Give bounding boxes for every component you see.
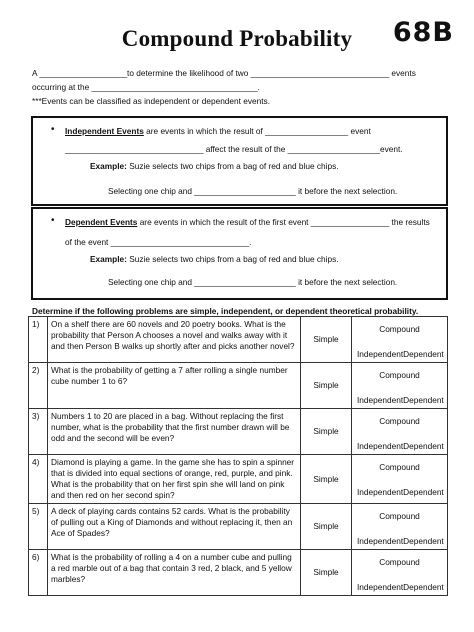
compound-option[interactable]: Compound <box>379 511 420 521</box>
independent-option[interactable]: Independent <box>357 536 404 546</box>
bullet-icon: • <box>51 124 55 135</box>
compound-options <box>352 550 448 596</box>
dependent-option[interactable]: Dependent <box>403 441 444 451</box>
dependent-option[interactable]: Dependent <box>403 536 444 546</box>
compound-options <box>352 363 448 409</box>
problem-text: Numbers 1 to 20 are placed in a bag. Without replacing the first number, what is the probability that the first number drawn will be odd and the second will be even? <box>48 409 301 455</box>
dependent-option[interactable]: Dependent <box>403 582 444 592</box>
independent-option[interactable]: Independent <box>357 395 404 405</box>
compound-option[interactable]: Compound <box>379 324 420 334</box>
problem-number: 2) <box>29 363 48 409</box>
dependent-option[interactable]: Dependent <box>403 487 444 497</box>
compound-option[interactable]: Compound <box>379 370 420 380</box>
example-text: Suzie selects two chips from a bag of red and blue chips. <box>126 161 339 171</box>
problem-text: A deck of playing cards contains 52 cards. What is the probability of pulling out a King of Diamonds and without replacing it, then an Ace of Spades? <box>48 504 301 550</box>
simple-option[interactable]: Simple <box>301 409 352 455</box>
dependent-definition-line-2: of the event ______________________________. <box>65 237 252 247</box>
independent-option[interactable]: Independent <box>357 582 404 592</box>
independent-definition-line-2: ______________________________ affect the result of the ____________________event. <box>65 144 403 154</box>
problem-number: 6) <box>29 550 48 596</box>
table-row <box>29 504 448 550</box>
table-heading: Determine if the following problems are simple, independent, or dependent theoretical probability. <box>32 306 419 316</box>
problem-text: Diamond is playing a game. In the game she has to spin a spinner that is divided into equal sections of orange, red, purple, and pink. What is the probability that on her first spin she will land on pink and then red on her second spin? <box>48 455 301 504</box>
dependent-definition-line-1 <box>65 217 430 227</box>
example-text: Suzie selects two chips from a bag of red and blue chips. <box>126 254 339 264</box>
intro-line-3: ***Events can be classified as independent or dependent events. <box>32 96 271 106</box>
table-row <box>29 455 448 504</box>
dependent-definition-text: are events in which the result of the first event _________________ the results <box>137 217 430 227</box>
problem-number: 1) <box>29 317 48 363</box>
table-row <box>29 409 448 455</box>
simple-option[interactable]: Simple <box>301 504 352 550</box>
dependent-events-box <box>31 207 448 300</box>
compound-options <box>352 504 448 550</box>
page-title: Compound Probability <box>121 26 353 51</box>
compound-options <box>352 409 448 455</box>
compound-options <box>352 455 448 504</box>
independent-definition-line-1 <box>65 126 371 136</box>
dependent-option[interactable]: Dependent <box>403 395 444 405</box>
problem-number: 3) <box>29 409 48 455</box>
independent-option[interactable]: Independent <box>357 487 404 497</box>
problems-table <box>28 316 448 596</box>
intro-line-2: occurring at the ____________________________________. <box>32 82 260 92</box>
problem-number: 4) <box>29 455 48 504</box>
table-row <box>29 550 448 596</box>
independent-option[interactable]: Independent <box>357 441 404 451</box>
independent-selection-line: Selecting one chip and ______________________ it before the next selection. <box>108 186 398 196</box>
dependent-term: Dependent Events <box>65 217 138 227</box>
table-row <box>29 363 448 409</box>
independent-example <box>90 161 339 171</box>
simple-option[interactable]: Simple <box>301 455 352 504</box>
example-label: Example: <box>90 161 127 171</box>
compound-option[interactable]: Compound <box>379 416 420 426</box>
problem-number: 5) <box>29 504 48 550</box>
independent-events-box <box>31 116 448 206</box>
independent-term: Independent Events <box>65 126 144 136</box>
simple-option[interactable]: Simple <box>301 317 352 363</box>
simple-option[interactable]: Simple <box>301 363 352 409</box>
compound-options <box>352 317 448 363</box>
independent-definition-text: are events in which the result of __________________ event <box>143 126 371 136</box>
problem-text: What is the probability of rolling a 4 on a number cube and pulling a red marble out of a bag that contain 3 red, 2 black, and 5 yellow marbles? <box>48 550 301 596</box>
table-row <box>29 317 448 363</box>
simple-option[interactable]: Simple <box>301 550 352 596</box>
dependent-example <box>90 254 339 264</box>
problem-text: What is the probability of getting a 7 after rolling a single number cube number 1 to 6? <box>48 363 301 409</box>
compound-option[interactable]: Compound <box>379 557 420 567</box>
independent-option[interactable]: Independent <box>357 349 404 359</box>
compound-option[interactable]: Compound <box>379 462 420 472</box>
example-label: Example: <box>90 254 127 264</box>
bullet-icon: • <box>51 215 55 226</box>
intro-line-1: A ___________________to determine the likelihood of two ______________________________ events <box>32 68 416 78</box>
problem-text: On a shelf there are 60 novels and 20 poetry books. What is the probability that Person A chooses a novel and walks away with it and then Person B walks up shortly after and picks another novel? <box>48 317 301 363</box>
lesson-badge: 68B <box>392 17 454 48</box>
dependent-selection-line: Selecting one chip and ______________________ it before the next selection. <box>108 277 398 287</box>
dependent-option[interactable]: Dependent <box>403 349 444 359</box>
